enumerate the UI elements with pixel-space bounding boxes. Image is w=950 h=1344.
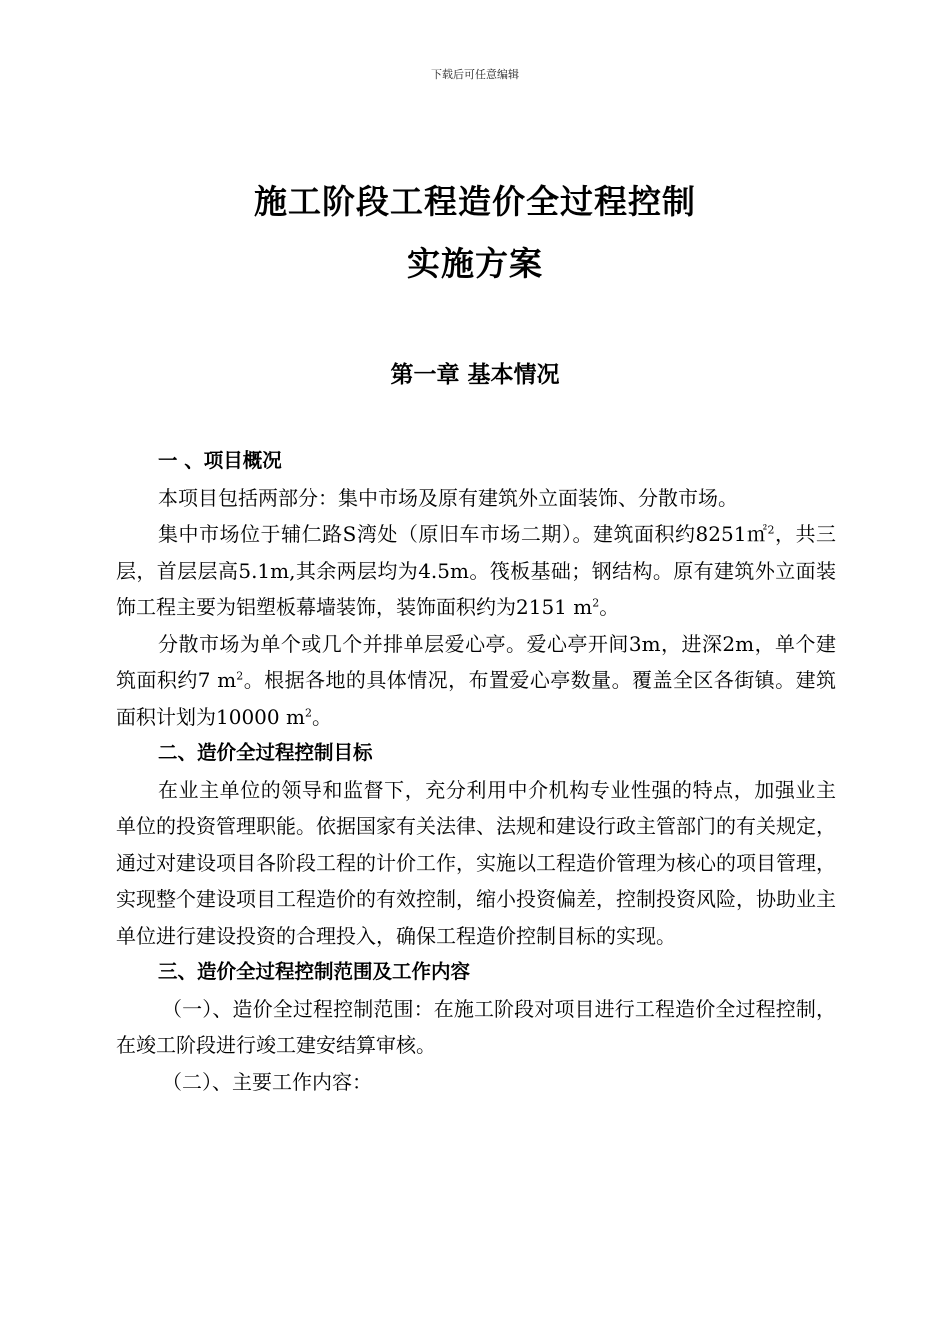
superscript-2: 2 <box>236 669 244 683</box>
section-3-paragraph-1: （一）、造价全过程控制范围：在施工阶段对项目进行工程造价全过程控制，在竣工阶段进行竣工建安结算审核。 <box>116 996 836 1057</box>
section-3-paragraph-2: （二）、主要工作内容： <box>162 1069 372 1094</box>
section-3-heading: 三、造价全过程控制范围及工作内容 <box>158 960 471 983</box>
document-title-line-1: 施工阶段工程造价全过程控制 <box>254 182 696 221</box>
document-title-line-2: 实施方案 <box>407 244 543 283</box>
section-1-paragraph-3-part-b: 。根据各地的具体情况，布置爱心亭数量。覆盖全区各街镇。建筑面积计划为10000 m <box>116 668 837 729</box>
section-1-paragraph-3-part-c: 。 <box>311 704 332 729</box>
superscript-2: 2 <box>304 705 312 719</box>
superscript-2: 2 <box>592 596 600 610</box>
header-note: 下载后可任意编辑 <box>431 68 519 81</box>
chapter-heading: 第一章 基本情况 <box>390 362 560 388</box>
section-1-paragraph-3-part-a: 分散市场为单个或几个并排单层爱心亭。爱心亭开间3m，进深2m，单个建筑面积约7 m <box>116 631 836 692</box>
section-2-heading: 二、造价全过程控制目标 <box>158 741 373 764</box>
superscript-2: 2 <box>767 523 775 537</box>
section-1-paragraph-2-part-b: ，共三层，首层层高5.1m,其余两层均为4.5m。筏板基础；钢结构。原有建筑外立面装饰工程主要为铝塑板幕墙装饰，装饰面积约为2151 m <box>116 522 837 619</box>
section-1-paragraph-2-part-a: 集中市场位于辅仁路S湾处（原旧车市场二期）。建筑面积约8251㎡ <box>158 522 768 546</box>
section-1-paragraph-1: 本项目包括两部分：集中市场及原有建筑外立面装饰、分散市场。 <box>158 485 738 510</box>
section-1-paragraph-2-part-c: 。 <box>599 595 620 619</box>
document-body <box>116 443 836 1100</box>
section-1-heading: 一 、项目概况 <box>158 449 282 472</box>
section-1-paragraph-3 <box>116 626 836 736</box>
section-1-paragraph-2 <box>116 516 836 626</box>
section-2-paragraph-1: 在业主单位的领导和监督下，充分利用中介机构专业性强的特点，加强业主单位的投资管理职能。依据国家有关法律、法规和建设行政主管部门的有关规定，通过对建设项目各阶段工程的计价工作，实施以工程造价管理为核心的项目管理，实现整个建设项目工程造价的有效控制，缩小投资偏差，控制投资风险，协助业主单位进行建设投资的合理投入，确保工程造价控制目标的实现。 <box>116 777 836 948</box>
